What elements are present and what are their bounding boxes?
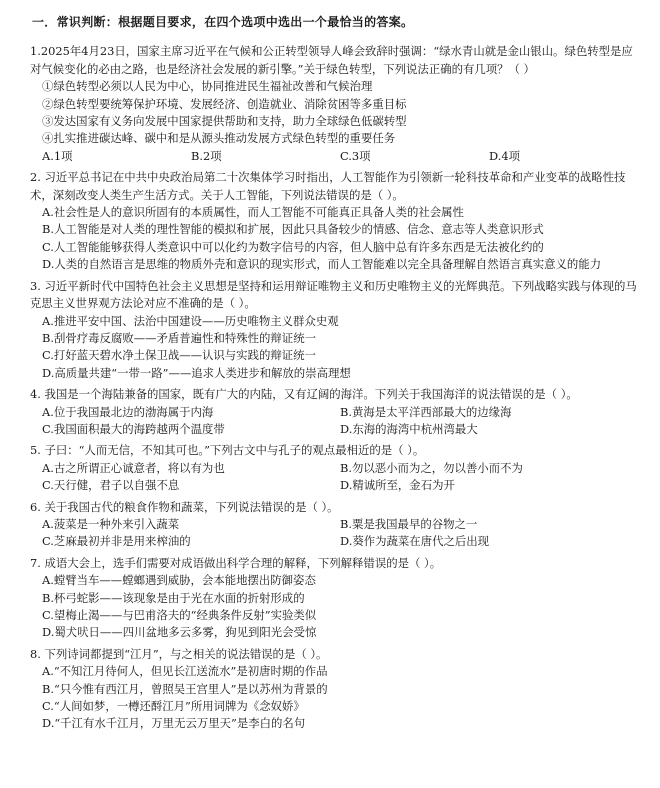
options-row bbox=[30, 533, 638, 550]
option-a: A.菠菜是一种外来引入蔬菜 bbox=[42, 516, 180, 531]
option-c: C.打好蓝天碧水净土保卫战——认识与实践的辩证统一 bbox=[42, 348, 316, 363]
statement: ④扎实推进碳达峰、碳中和是从源头推动发展方式绿色转型的重要任务 bbox=[42, 131, 396, 146]
options-row bbox=[30, 404, 638, 421]
question-stem: 8. 下列诗词都提到“江月”，与之相关的说法错误的是（ ）。 bbox=[30, 646, 328, 661]
question-stem: 3. 习近平新时代中国特色社会主义思想是坚持和运用辩证唯物主义和历史唯物主义的光辉典范。下列战略实践与体现的马克思主义世界观方法论对应不准确的是（ ）。 bbox=[30, 278, 637, 311]
option-d: D.葵作为蔬菜在唐代之后出现 bbox=[340, 534, 490, 549]
option-a: A.1项 bbox=[42, 148, 73, 163]
question-7 bbox=[30, 555, 638, 642]
option-b: B.2项 bbox=[191, 148, 222, 163]
statement: ①绿色转型必须以人民为中心，协同推进民生福祉改善和气候治理 bbox=[42, 79, 373, 94]
question-stem: 4. 我国是一个海陆兼备的国家，既有广大的内陆，又有辽阔的海洋。下列关于我国海洋的说法错误的是（ ）。 bbox=[30, 387, 578, 402]
option-a: A.“不知江月待何人，但见长江送流水”是初唐时期的作品 bbox=[42, 664, 328, 679]
options-row bbox=[30, 421, 638, 438]
question-3 bbox=[30, 278, 638, 382]
question-5 bbox=[30, 442, 638, 494]
statement: ③发达国家有义务向发展中国家提供帮助和支持，助力全球绿色低碳转型 bbox=[42, 114, 407, 129]
option-d: D.东海的海湾中杭州湾最大 bbox=[340, 421, 478, 436]
option-b: B.人工智能是对人类的理性智能的模拟和扩展，因此只具备较少的情感、信念、意志等人类意识形式 bbox=[42, 222, 544, 237]
option-c: C.芝麻最初并非是用来榨油的 bbox=[42, 534, 191, 549]
question-2 bbox=[30, 169, 638, 273]
options-row bbox=[30, 460, 638, 477]
question-4 bbox=[30, 386, 638, 438]
question-stem: 2. 习近平总书记在中共中央政治局第二十次集体学习时指出，人工智能作为引领新一轮科技革命和产业变革的战略性技术，深刻改变人类生产生活方式。关于人工智能，下列说法错误的是（ ）。 bbox=[30, 170, 626, 202]
option-c: C.3项 bbox=[340, 148, 371, 163]
option-d: D.人类的自然语言是思维的物质外壳和意识的现实形式，而人工智能难以完全具备理解自然语言真实意义的能力 bbox=[42, 257, 602, 272]
option-b: B.粟是我国最早的谷物之一 bbox=[340, 516, 478, 531]
option-a: A.古之所谓正心诚意者，将以有为也 bbox=[42, 460, 225, 475]
option-d: D.高质量共建“一带一路”——追求人类进步和解放的崇高理想 bbox=[42, 365, 351, 380]
option-a: A.推进平安中国、法治中国建设——历史唯物主义群众史观 bbox=[42, 313, 339, 328]
question-8 bbox=[30, 646, 638, 733]
option-d: D.精诚所至，金石为开 bbox=[340, 478, 455, 493]
option-c: C.人工智能能够获得人类意识中可以化约为数字信号的内容，但人脑中总有许多东西是无法被化约的 bbox=[42, 239, 544, 254]
option-c: C.我国面积最大的海跨越两个温度带 bbox=[42, 421, 225, 436]
statement: ②绿色转型要统筹保护环境、发展经济、创造就业、消除贫困等多重目标 bbox=[42, 96, 407, 111]
question-stem: 1.2025年4月23日，国家主席习近平在气候和公正转型领导人峰会致辞时强调：“绿水青山就是金山银山。绿色转型是应对气候变化的必由之路，也是经济社会发展的新引擎。”关于绿色转型，下列说法正确的有几项？（ ） bbox=[30, 44, 633, 76]
option-b: B.“只今惟有西江月，曾照吴王宫里人”是以苏州为背景的 bbox=[42, 681, 328, 696]
option-c: C.天行健，君子以自强不息 bbox=[42, 478, 180, 493]
option-a: A.社会性是人的意识所固有的本质属性，而人工智能不可能真正具备人类的社会属性 bbox=[42, 205, 464, 220]
option-b: B.杯弓蛇影——该现象是由于光在水面的折射形成的 bbox=[42, 590, 305, 605]
question-stem: 6. 关于我国古代的粮食作物和蔬菜，下列说法错误的是（ ）。 bbox=[30, 499, 339, 514]
options-row bbox=[30, 477, 638, 494]
option-b: B.黄海是太平洋西部最大的边缘海 bbox=[340, 404, 512, 419]
options-row bbox=[30, 148, 638, 165]
option-c: C.“人间如梦，一樽还酹江月”所用词牌为《念奴娇》 bbox=[42, 699, 305, 714]
options-row bbox=[30, 516, 638, 533]
option-b: B.勿以恶小而为之，勿以善小而不为 bbox=[340, 460, 523, 475]
option-d: D.“千江有水千江月，万里无云万里天”是李白的名句 bbox=[42, 716, 306, 731]
option-a: A.位于我国最北边的渤海属于内海 bbox=[42, 404, 214, 419]
option-d: D.蜀犬吠日——四川盆地多云多雾，狗见到阳光会受惊 bbox=[42, 625, 317, 640]
option-a: A.螳臂当车——螳螂遇到威胁，会本能地摆出防御姿态 bbox=[42, 573, 316, 588]
option-c: C.望梅止渴——与巴甫洛夫的“经典条件反射”实验类似 bbox=[42, 608, 317, 622]
question-1 bbox=[30, 43, 638, 165]
option-b: B.刮骨疗毒反腐败——矛盾普遍性和特殊性的辩证统一 bbox=[42, 330, 316, 345]
question-6 bbox=[30, 499, 638, 551]
option-d: D.4项 bbox=[489, 148, 520, 163]
question-stem: 7. 成语大会上，选手们需要对成语做出科学合理的解释，下列解释错误的是（ ）。 bbox=[30, 555, 442, 570]
section-title: 一．常识判断：根据题目要求，在四个选项中选出一个最恰当的答案。 bbox=[32, 15, 414, 29]
question-stem: 5. 子曰：“人而无信，不知其可也。”下列古文中与孔子的观点最相近的是（ ）。 bbox=[30, 443, 425, 458]
